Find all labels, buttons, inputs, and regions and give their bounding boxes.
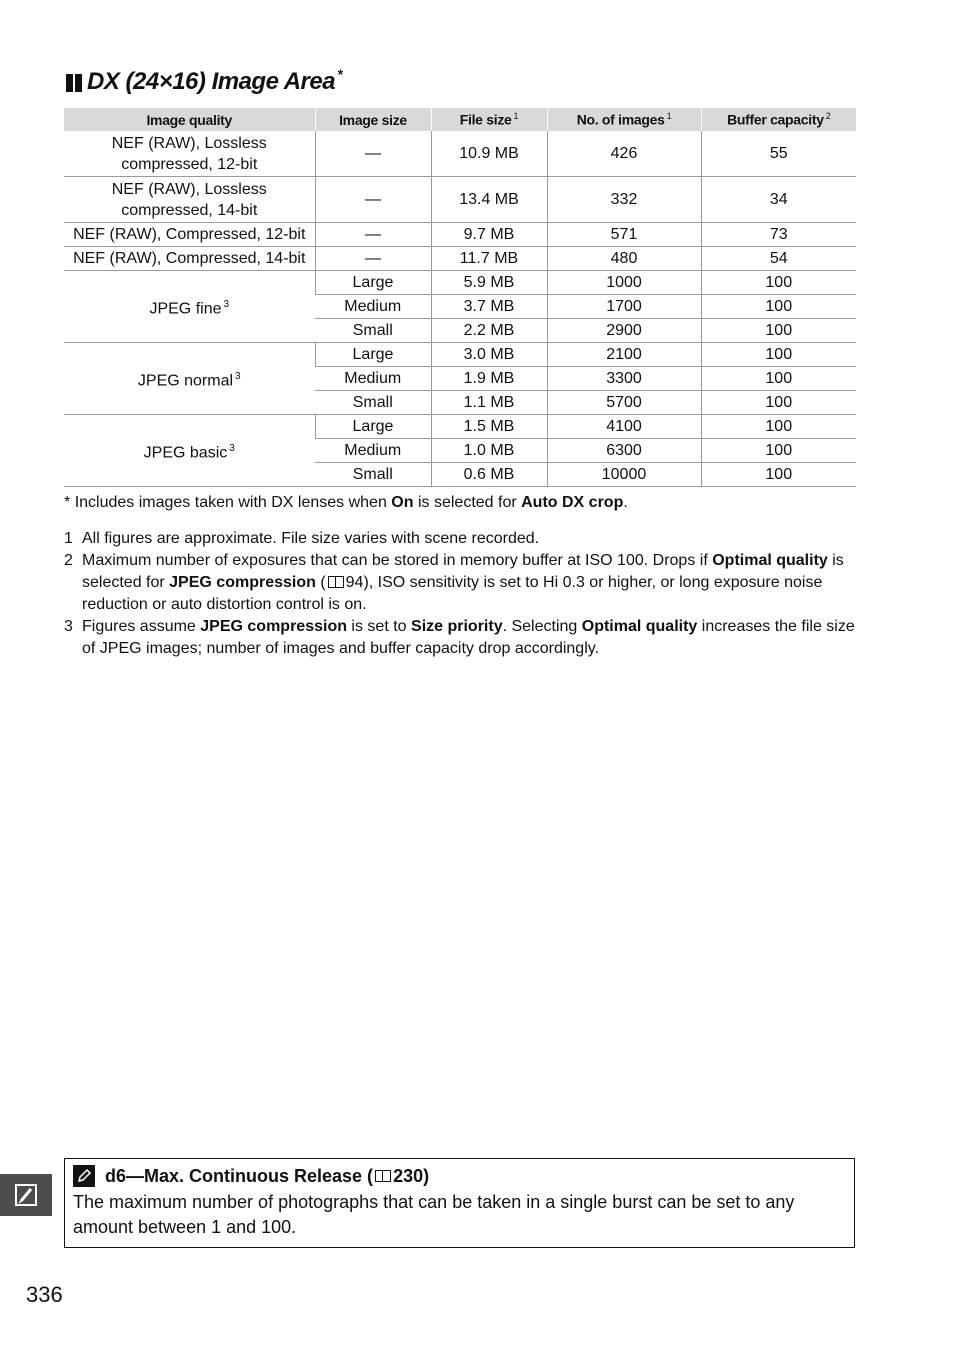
cell-size: Small [315,463,431,487]
cell-file-size: 1.9 MB [431,367,547,391]
pencil-icon [73,1165,95,1187]
cell-images: 480 [547,247,701,271]
cell-images: 6300 [547,439,701,463]
cell-file-size: 2.2 MB [431,319,547,343]
cell-file-size: 1.0 MB [431,439,547,463]
cell-images: 5700 [547,391,701,415]
tip-page-reference[interactable]: 230 [393,1165,424,1186]
tip-body: The maximum number of photographs that can be taken in a single burst can be set to any amount between 1 and 100. [73,1192,795,1237]
cell-buffer: 34 [701,177,856,223]
book-reference-icon [328,576,344,588]
cell-images: 1700 [547,295,701,319]
cell-quality: NEF (RAW), Lossless compressed, 12-bit [64,131,315,177]
cell-images: 1000 [547,271,701,295]
cell-size: — [315,177,431,223]
cell-quality: NEF (RAW), Lossless compressed, 14-bit [64,177,315,223]
cell-buffer: 100 [701,343,856,367]
cell-file-size: 5.9 MB [431,271,547,295]
table-row [64,343,856,367]
book-reference-icon [375,1170,391,1182]
cell-size: Large [315,343,431,367]
footnote-3: 3 Figures assume JPEG compression is set to Size priority. Selecting Optimal quality increases the file size of JPEG images; number of images and buffer capacity drop accordingly. [64,618,855,657]
cell-file-size: 9.7 MB [431,223,547,247]
cell-size: Small [315,391,431,415]
cell-file-size: 11.7 MB [431,247,547,271]
cell-buffer: 55 [701,131,856,177]
footnote-2: 2 Maximum number of exposures that can be stored in memory buffer at ISO 100. Drops if Optimal quality is selected for JPEG compression ( 94), ISO sensitivity is set to Hi 0.3 or higher, or long exposure noise reduction or auto distortion control is on. [64,552,844,613]
cell-file-size: 3.0 MB [431,343,547,367]
table-header-row [64,108,856,131]
table-row [64,247,856,271]
cell-images: 3300 [547,367,701,391]
cell-images: 10000 [547,463,701,487]
cell-size: — [315,223,431,247]
cell-buffer: 73 [701,223,856,247]
cell-file-size: 1.1 MB [431,391,547,415]
cell-buffer: 100 [701,367,856,391]
cell-size: Medium [315,439,431,463]
footnote-star: * Includes images taken with DX lenses when On is selected for Auto DX crop. [64,494,628,511]
cell-buffer: 100 [701,439,856,463]
tip-box [64,1158,855,1248]
cell-quality: JPEG basic $^3$ [64,415,315,487]
cell-images: 2900 [547,319,701,343]
header-image-size: Image size [315,108,431,131]
heading-footnote-mark: * [337,66,343,82]
page-reference[interactable]: 94 [345,574,364,591]
cell-images: 426 [547,131,701,177]
cell-images: 332 [547,177,701,223]
cell-quality: NEF (RAW), Compressed, 14-bit [64,247,315,271]
footnote-1: 1 All figures are approximate. File size varies with scene recorded. [64,530,540,547]
cell-quality: JPEG normal $^3$ [64,343,315,415]
table-row [64,415,856,439]
header-no-of-images: No. of images $^1$ [547,108,701,131]
header-image-quality: Image quality [64,108,315,131]
menu-guide-icon [13,1182,39,1208]
cell-buffer: 100 [701,391,856,415]
page-number: 336 [26,1282,63,1307]
cell-file-size: 10.9 MB [431,131,547,177]
table-row [64,223,856,247]
heading-marker-icon [66,74,82,92]
cell-buffer: 54 [701,247,856,271]
cell-size: Large [315,271,431,295]
cell-quality: JPEG fine $^3$ [64,271,315,343]
cell-size: Small [315,319,431,343]
heading-title: DX (24×16) Image Area [87,68,336,95]
header-file-size: File size $^1$ [431,108,547,131]
cell-file-size: 13.4 MB [431,177,547,223]
cell-size: — [315,247,431,271]
cell-images: 4100 [547,415,701,439]
cell-images: 571 [547,223,701,247]
table-row [64,271,856,295]
side-tab [0,1174,52,1216]
table-row [64,177,856,223]
cell-size: Medium [315,367,431,391]
cell-size: Medium [315,295,431,319]
footnotes-list [64,528,856,660]
cell-quality: NEF (RAW), Compressed, 12-bit [64,223,315,247]
section-heading [66,68,342,96]
tip-title: d6—Max. Continuous Release ( 230 ) [73,1165,429,1187]
cell-images: 2100 [547,343,701,367]
cell-size: Large [315,415,431,439]
header-buffer-capacity: Buffer capacity $^2$ [701,108,856,131]
cell-buffer: 100 [701,295,856,319]
cell-size: — [315,131,431,177]
cell-buffer: 100 [701,319,856,343]
cell-buffer: 100 [701,271,856,295]
cell-file-size: 1.5 MB [431,415,547,439]
cell-file-size: 3.7 MB [431,295,547,319]
cell-file-size: 0.6 MB [431,463,547,487]
cell-buffer: 100 [701,463,856,487]
image-quality-table [64,108,856,487]
cell-buffer: 100 [701,415,856,439]
table-row [64,131,856,177]
